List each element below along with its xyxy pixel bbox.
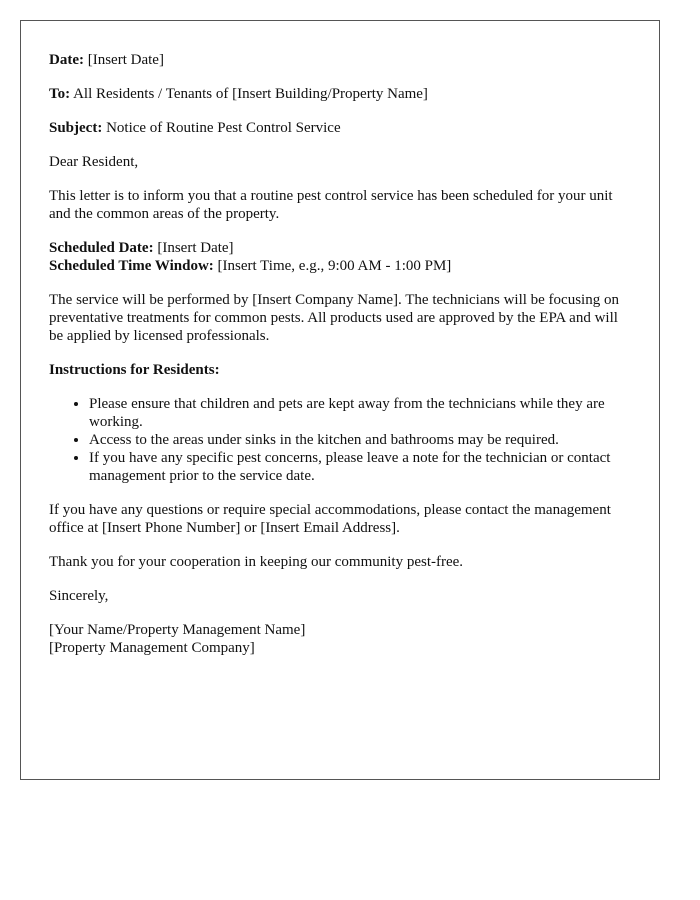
to-line xyxy=(49,85,631,103)
valediction: Sincerely, xyxy=(49,588,109,604)
intro-paragraph: This letter is to inform you that a routine pest control service has been scheduled for your unit and the common areas of the property. xyxy=(49,188,613,222)
instructions-heading: Instructions for Residents: xyxy=(49,362,220,378)
scheduled-date-value: [Insert Date] xyxy=(157,240,234,256)
service-paragraph: The service will be performed by [Insert Company Name]. The technicians will be focusing on preventative treatments for common pests. All products used are approved by the EPA and will be applied by licensed professionals. xyxy=(49,292,619,344)
list-item: • If you have any specific pest concerns, please leave a note for the technician or contact management prior to the service date. xyxy=(89,449,631,485)
scheduled-time-value: [Insert Time, e.g., 9:00 AM - 1:00 PM] xyxy=(217,258,452,274)
subject-value: Notice of Routine Pest Control Service xyxy=(106,120,341,136)
signer-name: [Your Name/Property Management Name] xyxy=(49,622,306,638)
to-value: All Residents / Tenants of [Insert Building/Property Name] xyxy=(73,86,428,102)
date-value: [Insert Date] xyxy=(87,52,164,68)
signer-company: [Property Management Company] xyxy=(49,640,255,656)
to-label: To: xyxy=(49,86,71,102)
scheduled-time-line xyxy=(49,257,631,275)
list-item: • Access to the areas under sinks in the kitchen and bathrooms may be required. xyxy=(89,431,631,449)
scheduled-date-line xyxy=(49,239,631,257)
letter xyxy=(20,20,660,780)
scheduled-date-label: Scheduled Date: xyxy=(49,240,154,256)
thanks-paragraph: Thank you for your cooperation in keeping our community pest-free. xyxy=(49,554,464,570)
salutation: Dear Resident, xyxy=(49,154,139,170)
date-label: Date: xyxy=(49,52,84,68)
subject-label: Subject: xyxy=(49,120,103,136)
scheduled-time-label: Scheduled Time Window: xyxy=(49,258,214,274)
subject-line xyxy=(49,119,631,137)
date-line xyxy=(49,51,631,69)
instructions-list xyxy=(49,395,631,485)
contact-paragraph: If you have any questions or require special accommodations, please contact the management office at [Insert Phone Number] or [Insert Email Address]. xyxy=(49,502,611,536)
list-item: • Please ensure that children and pets are kept away from the technicians while they are working. xyxy=(89,395,631,431)
signature-block xyxy=(49,621,631,657)
